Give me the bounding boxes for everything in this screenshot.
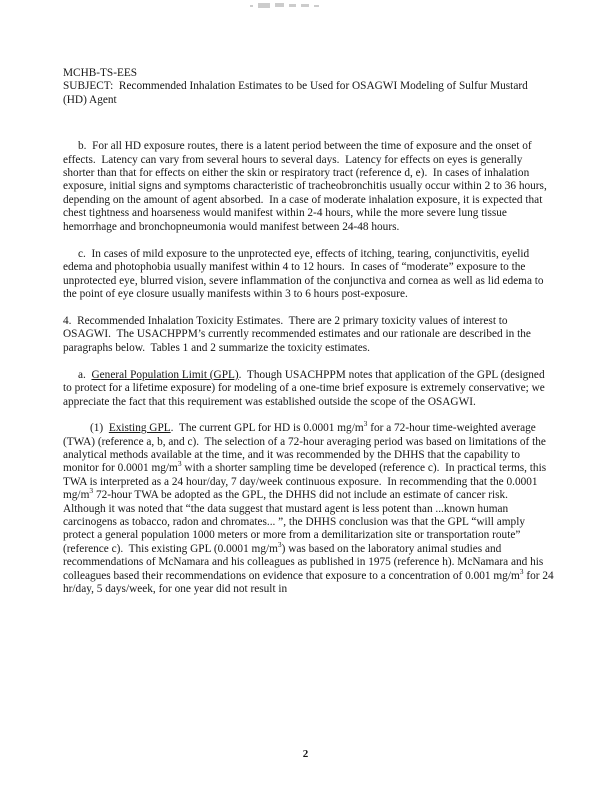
document-body — [63, 67, 557, 596]
paragraph-c-eye-exposure: c. In cases of mild exposure to the unprotected eye, effects of itching, tearing, conjunctivitis, eyelid edema and photophobia usually manifest within 4 to 12 hours. In cases of “moderate” exposure to the unprotected eye, blurred vision, severe inflammation of the conjunctiva and cornea as well as lid edema to the point of eye closure usually manifests within 3 to 6 hours post-exposure. — [63, 248, 547, 301]
page-number: 2 — [302, 748, 309, 760]
paragraph-b-latency: b. For all HD exposure routes, there is a latent period between the time of exposure and the onset of effects. Latency can vary from several hours to several days. Latency for effects on eyes is generally shorter than that for effects on either the skin or respiratory tract (reference d, e). In cases of inhalation exposure, initial signs and symptoms characteristic of tracheobronchitis usually occur within 2 to 36 hours, depending on the amount of agent absorbed. In a case of moderate inhalation exposure, it is expected that chest tightness and hoarseness would manifest within 2-4 hours, while the more severe lung tissue hemorrhage and bronchopneumonia would manifest between 24-48 hours. — [63, 140, 550, 233]
paragraph-4-toxicity-estimates: 4. Recommended Inhalation Toxicity Estimates. There are 2 primary toxicity values of interest to OSAGWI. The USACHPPM’s currently recommended estimates and our rationale are described in the paragraphs below. Tables 1 and 2 summarize the toxicity estimates. — [63, 314, 534, 354]
paragraph-1-existing-gpl: (1) Existing GPL. The current GPL for HD is 0.0001 $mg/m^3$ for a 72-hour time-weighted average (TWA) (reference a, b, and c). The selection of a 72-hour averaging period was based on limitations of the analytical methods available at the time, and it was recommended by the DHHS that the capability to monitor for 0.0001 $mg/m^3$ with a shorter sampling time be developed (reference c). In practical terms, this TWA is interpreted as a 24 hour/day, 7 day/week continuous exposure. In recommending that the 0.0001 $mg/m^3$ 72-hour TWA be adopted as the GPL, the DHHS did not include an estimate of cancer risk. Although it was noted that “the data suggest that mustard agent is less potent than ...known human carcinogens as tobacco, radon and chromates... ”, the DHHS conclusion was that the GPL “will amply protect a general population 1000 meters or more from a demilitarization site or transportation route” (reference c). This existing GPL (0.0001 $mg/m^3$) was based on the laboratory animal studies and recommendations of McNamara and his colleagues as published in 1975 (reference h). McNamara and his colleagues based their recommendations on evidence that exposure to a concentration of 0.001 $mg/m^3$ for 24 hr/day, 5 days/week, for one year did not result in — [63, 419, 557, 595]
paragraph-a-general-population-limit: a. General Population Limit (GPL). Though USACHPPM notes that application of the GPL (designed to protect for a lifetime exposure) for modeling of a one-time brief exposure is extremely conservative; we appreciate the fact that this requirement was established outside the scope of the OSAGWI. — [63, 368, 548, 408]
scan-artifact-marks — [250, 3, 319, 8]
subject-line: SUBJECT: Recommended Inhalation Estimates to be Used for OSAGWI Modeling of Sulfur Mustard (HD) Agent — [63, 80, 531, 106]
office-symbol: MCHB-TS-EES — [63, 67, 138, 79]
